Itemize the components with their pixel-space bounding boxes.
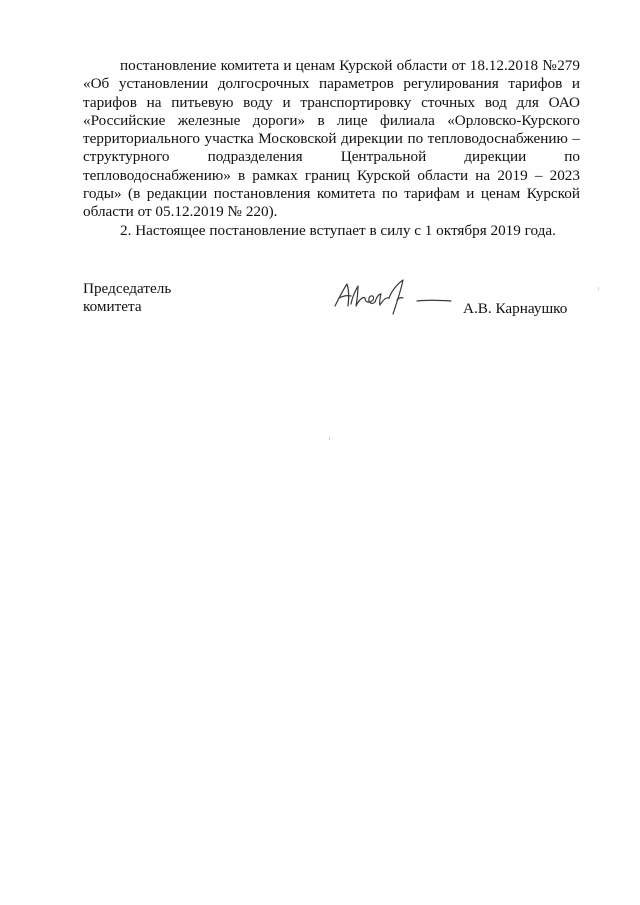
signatory-title [83,280,283,317]
handwritten-signature [331,270,461,318]
signatory-title-line-2: комитета [83,298,142,316]
paragraph-amendment-reference: постановление комитета и ценам Курской области от 18.12.2018 №279 «Об установлении долгосрочных параметров регулирования тарифов и тарифов на питьевую воду и транспортировку сточных вод для ОАО «Российские железные дороги» в лице филиала «Орловско-Курского территориального участка Московской дирекции по тепловодоснабжению – структурного подразделения Центральной дирекции по тепловодоснабжению» в рамках границ Курской области на 2019 – 2023 годы» (в редакции постановления комитета по тарифам и ценам Курской области от 05.12.2019 № 220). [83,57,580,221]
scan-speck [598,287,599,290]
paragraph-effective-date: 2. Настоящее постановление вступает в силу с 1 октября 2019 года. [120,221,556,239]
signatory-title-line-1: Председатель [83,280,172,297]
document-body [83,57,580,240]
signature-block [83,280,583,340]
scan-speck [329,437,330,440]
signatory-name: А.В. Карнаушко [463,300,568,317]
